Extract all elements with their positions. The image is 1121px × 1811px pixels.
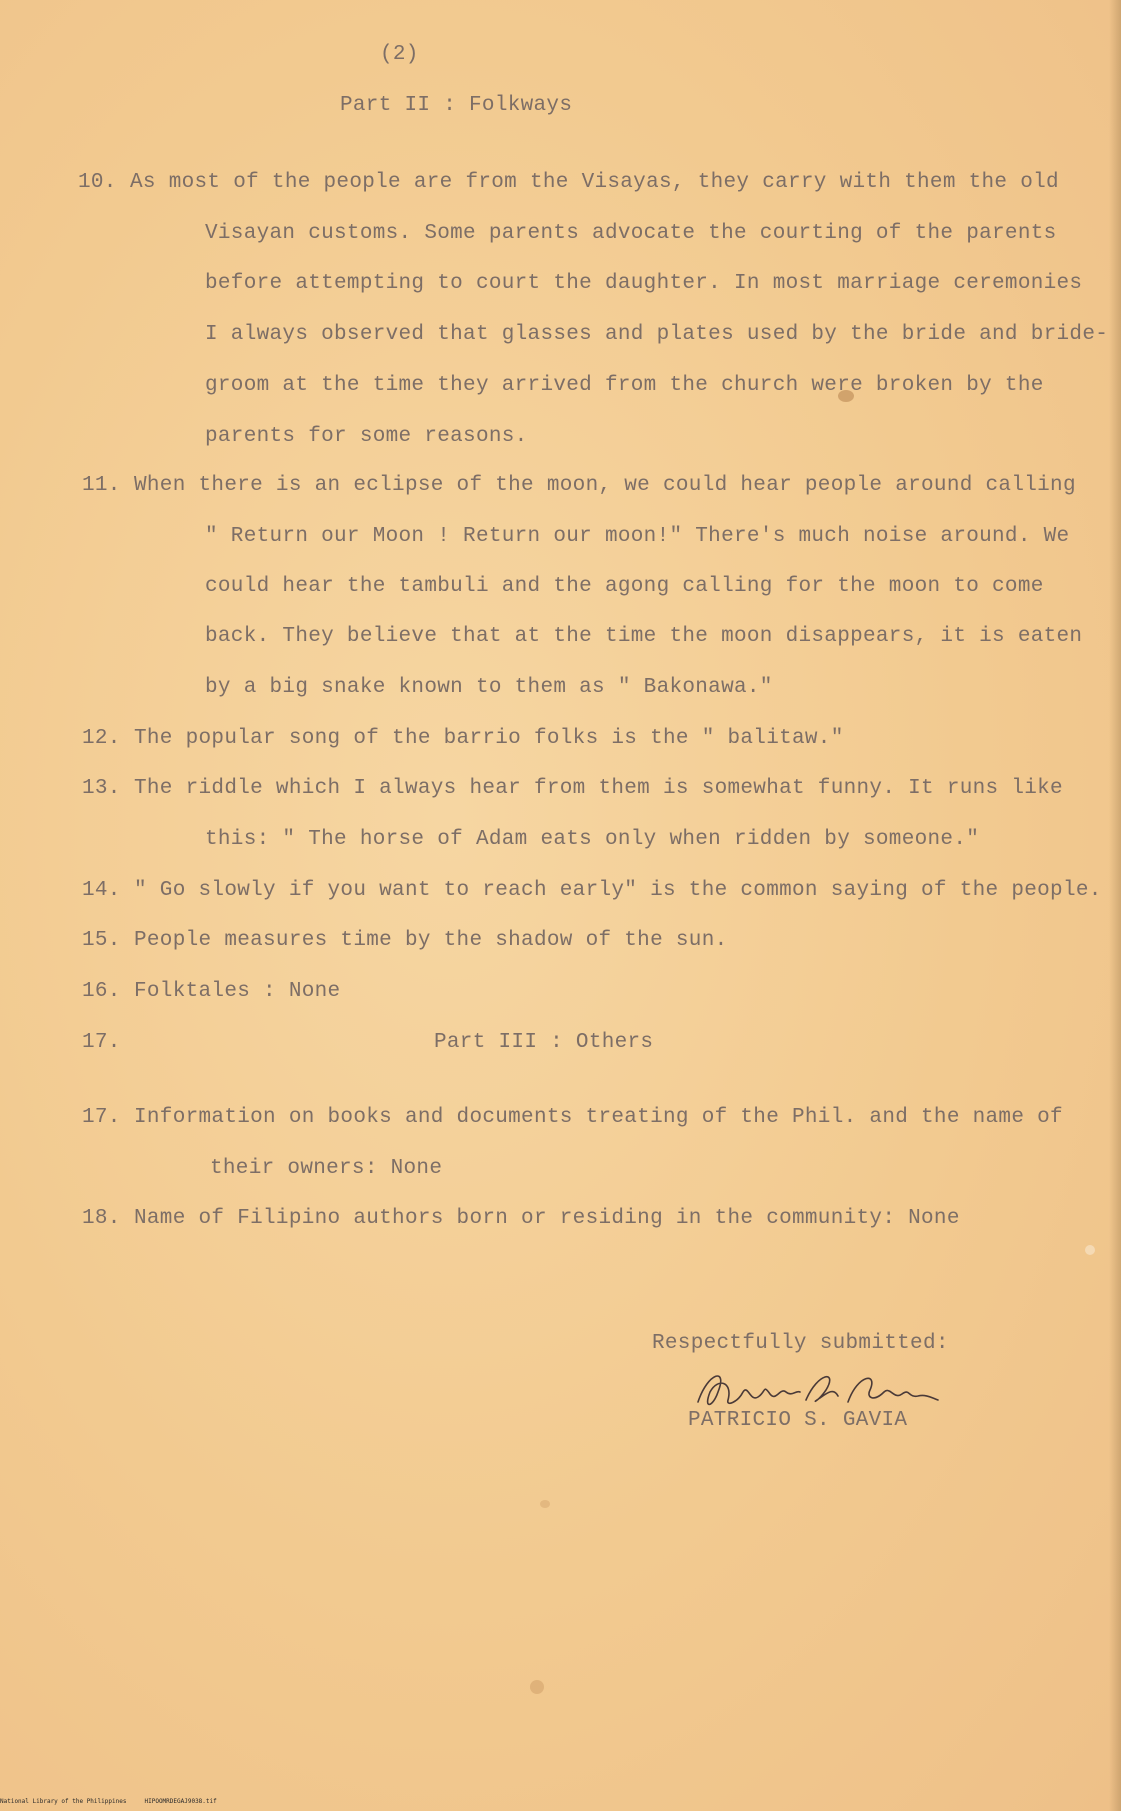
item-text: could hear the tambuli and the agong calling for the moon to come bbox=[205, 575, 1044, 598]
item-text: I always observed that glasses and plates used by the bride and bride- bbox=[205, 323, 1109, 346]
item-text: People measures time by the shadow of the sun. bbox=[134, 929, 728, 952]
item-number: 14. bbox=[82, 879, 121, 902]
paper-stain bbox=[540, 1500, 550, 1508]
paper-stain bbox=[530, 1680, 544, 1694]
item-text: back. They believe that at the time the moon disappears, it is eaten bbox=[205, 625, 1083, 648]
item-number: 13. bbox=[82, 777, 121, 800]
item-text: " Go slowly if you want to reach early" is the common saying of the people. bbox=[134, 879, 1102, 902]
signer-name: PATRICIO S. GAVIA bbox=[688, 1409, 908, 1432]
item-text: The riddle which I always hear from them is somewhat funny. It runs like bbox=[134, 777, 1063, 800]
item-number: 16. bbox=[82, 980, 121, 1003]
item-number: 12. bbox=[82, 727, 121, 750]
item-text: Visayan customs. Some parents advocate the courting of the parents bbox=[205, 222, 1057, 245]
paper-stain bbox=[838, 390, 854, 402]
item-10 bbox=[78, 170, 1059, 196]
item-number: 17. bbox=[82, 1106, 121, 1129]
item-18 bbox=[82, 1206, 960, 1232]
item-13 bbox=[82, 776, 1063, 802]
item-14 bbox=[82, 878, 1102, 904]
item-number: 11. bbox=[82, 474, 121, 497]
item-number: 18. bbox=[82, 1207, 121, 1230]
item-text: Information on books and documents treating of the Phil. and the name of bbox=[134, 1106, 1063, 1129]
item-text: As most of the people are from the Visayas, they carry with them the old bbox=[130, 171, 1059, 194]
part-2-heading: Part II : Folkways bbox=[340, 94, 573, 117]
item-text: groom at the time they arrived from the church were broken by the bbox=[205, 374, 1044, 397]
item-15 bbox=[82, 928, 728, 954]
item-text: The popular song of the barrio folks is the " balitaw." bbox=[134, 727, 844, 750]
item-16 bbox=[82, 979, 340, 1005]
item-number: 10. bbox=[78, 171, 117, 194]
item-number: 17. bbox=[82, 1031, 121, 1054]
archive-footer: National Library of the Philippines HIPOOMRDEGAJ9038.tif bbox=[0, 1798, 217, 1805]
item-text: parents for some reasons. bbox=[205, 425, 528, 448]
part-3-heading: Part III : Others bbox=[434, 1031, 654, 1054]
item-text: this: " The horse of Adam eats only when ridden by someone." bbox=[205, 828, 980, 851]
paper-spot bbox=[1085, 1245, 1095, 1255]
closing: Respectfully submitted: bbox=[652, 1332, 949, 1355]
item-text: Folktales : None bbox=[134, 980, 341, 1003]
item-text: " Return our Moon ! Return our moon!" There's much noise around. We bbox=[205, 525, 1070, 548]
item-17-empty bbox=[82, 1030, 134, 1056]
item-text: Name of Filipino authors born or residing in the community: None bbox=[134, 1207, 960, 1230]
page-edge bbox=[1109, 0, 1121, 1811]
item-17 bbox=[82, 1105, 1063, 1131]
item-number: 15. bbox=[82, 929, 121, 952]
item-text: When there is an eclipse of the moon, we could hear people around calling bbox=[134, 474, 1076, 497]
item-text: before attempting to court the daughter. In most marriage ceremonies bbox=[205, 272, 1083, 295]
item-12 bbox=[82, 726, 844, 752]
item-text: by a big snake known to them as " Bakonawa." bbox=[205, 676, 773, 699]
page-number: (2) bbox=[380, 43, 419, 66]
item-text: their owners: None bbox=[210, 1157, 443, 1180]
item-11 bbox=[82, 473, 1076, 499]
